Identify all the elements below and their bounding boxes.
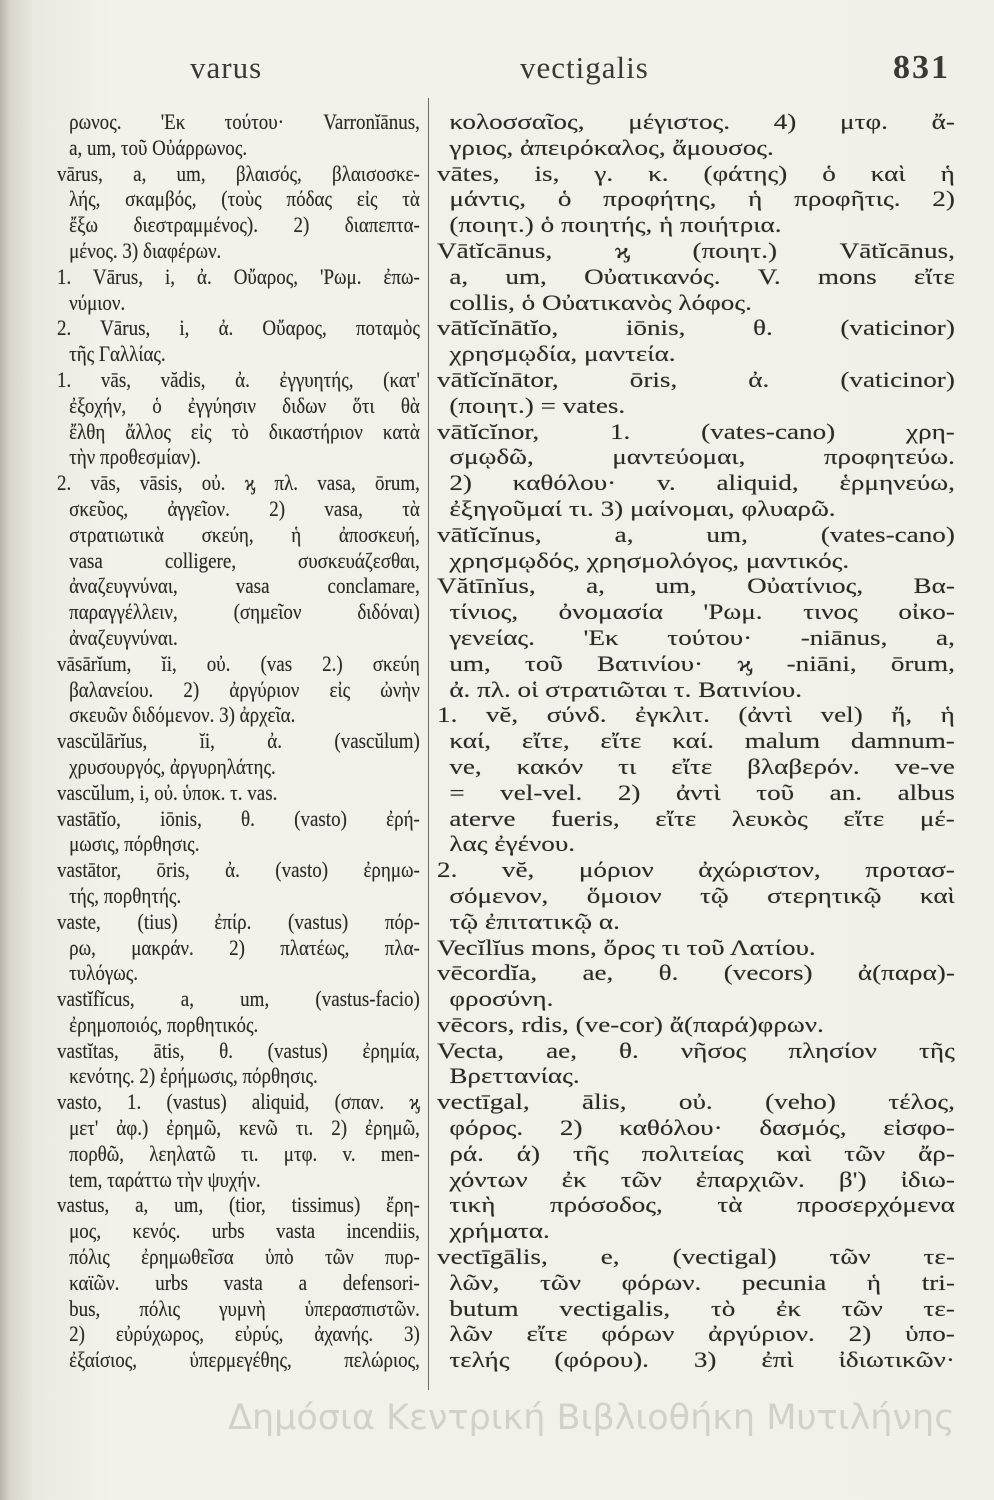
entry-continuation-line: λής, σκαμβός, (τοὺς πόδας εἰς τὰ xyxy=(69,186,420,212)
entry-continuation-line: τὴν προθεσμίαν). xyxy=(69,444,201,470)
entry-continuation-line: ρω, μακράν. 2) πλατέως, πλα- xyxy=(69,934,420,960)
entry-headword-line: vārus, a, um, βλαισός, βλαισοσκε- xyxy=(57,160,420,186)
entry-continuation-line: a, um, τοῦ Οὐάρρωνος. xyxy=(69,134,248,160)
entry-headword-line: Vecta, ae, θ. νῆσος πλησίον τῆς xyxy=(437,1037,955,1063)
entry-headword-line: vectīgālis, e, (vectigal) τῶν τε- xyxy=(437,1244,955,1270)
entry-continuation-line: χρησμῳδός, χρησμολόγος, μαντικός. xyxy=(449,547,850,573)
entry-headword-line: vātĭcĭnor, 1. (vates-cano) χρη- xyxy=(437,418,955,444)
entry-continuation-line: tem, ταράττω τὴν ψυχήν. xyxy=(69,1166,261,1192)
entry-continuation-line: 2) καθόλου· v. aliquid, ἑρμηνεύω, xyxy=(449,470,955,496)
entry-continuation-line: βαλανείου. 2) ἀργύριον εἰς ὠνὴν xyxy=(69,676,420,702)
entry-continuation-line: ἐξηγοῦμαί τι. 3) μαίνομαι, φλυαρῶ. xyxy=(449,495,836,521)
entry-continuation-line: χρήματα. xyxy=(449,1218,550,1244)
entry-continuation-line: ἀναζευγνύναι, vasa conclamare, xyxy=(69,573,420,599)
entry-continuation-line: vasa colligere, συσκευάζεσθαι, xyxy=(69,547,420,573)
entry-continuation-line: τελής (φόρου). 3) ἐπὶ ἰδιωτικῶν· xyxy=(449,1347,955,1373)
entry-continuation-line: (ποιητ.) = vates. xyxy=(449,392,626,418)
entry-continuation-line: κολοσσαῖος, μέγιστος. 4) μτφ. ἄ- xyxy=(449,109,955,134)
entry-continuation-line: τῆς Γαλλίας. xyxy=(69,341,166,367)
entry-continuation-line: μωσις, πόρθησις. xyxy=(69,831,200,857)
entry-headword-line: vastus, a, um, (tior, tissimus) ἔρη- xyxy=(57,1192,420,1218)
entry-continuation-line: φόρος. 2) καθόλου· δασμός, εἰσφο- xyxy=(449,1115,955,1141)
entry-continuation-line: τής, πορθητής. xyxy=(69,882,182,908)
entry-continuation-line: τῷ ἐπιτατικῷ α. xyxy=(449,908,620,934)
entry-continuation-line: κενότης. 2) ἐρήμωσις, πόρθησις. xyxy=(69,1063,318,1089)
entry-headword-line: Vecĭlĭus mons, ὄρος τι τοῦ Λατίου. xyxy=(437,934,816,960)
entry-continuation-line: Βρεττανίας. xyxy=(449,1063,580,1089)
entry-headword-line: 2. Vārus, i, ἀ. Οὔαρος, ποταμὸς xyxy=(57,315,420,341)
entry-continuation-line: σμῳδῶ, μαντεύομαι, προφητεύω. xyxy=(449,444,955,470)
entry-headword-line: vastĭfĭcus, a, um, (vastus-facio) xyxy=(57,986,420,1012)
entry-continuation-line: χρησμῳδία, μαντεία. xyxy=(449,341,676,367)
entry-continuation-line: 2) εὐρύχωρος, εὐρύς, ἀχανής. 3) xyxy=(69,1321,420,1347)
entry-continuation-line: σκεῦος, ἀγγεῖον. 2) vasa, τὰ xyxy=(69,495,420,521)
entry-continuation-line: καϊῶν. urbs vasta a defensori- xyxy=(69,1269,420,1295)
library-watermark: Δημόσια Κεντρική Βιβλιοθήκη Μυτιλήνης xyxy=(228,1398,955,1438)
entry-continuation-line: ἀναζευγνύναι. xyxy=(69,624,178,650)
entry-continuation-line: ve, κακόν τι εἴτε βλαβερόν. ve-ve xyxy=(449,753,955,779)
entry-headword-line: 1. vĕ, σύνδ. ἐγκλιτ. (ἀντὶ vel) ἤ, ἡ xyxy=(437,702,955,728)
entry-continuation-line: λας ἐγένου. xyxy=(449,831,576,857)
entry-continuation-line: butum vectigalis, τὸ ἐκ τῶν τε- xyxy=(449,1295,955,1321)
entry-headword-line: vastātĭo, iōnis, θ. (vasto) ἐρή- xyxy=(57,805,420,831)
entry-headword-line: 2. vĕ, μόριον ἀχώριστον, προτασ- xyxy=(437,857,955,883)
entry-continuation-line: aterve fueris, εἴτε λευκὸς εἴτε μέ- xyxy=(449,805,955,831)
entry-headword-line: Vătīnĭus, a, um, Οὐατίνιος, Βα- xyxy=(437,573,955,599)
entry-headword-line: 2. vās, vāsis, οὐ. ϗ πλ. vasa, ōrum, xyxy=(57,470,420,496)
entry-continuation-line: um, τοῦ Βατινίου· ϗ -niāni, ōrum, xyxy=(449,650,955,676)
entry-continuation-line: λῶν, τῶν φόρων. pecunia ἡ tri- xyxy=(449,1269,955,1295)
entry-continuation-line: μος, κενός. urbs vasta incendiis, xyxy=(69,1218,420,1244)
entry-headword-line: 1. Vārus, i, ἀ. Οὔαρος, 'Ρωμ. ἐπω- xyxy=(57,263,420,289)
entry-continuation-line: μένος. 3) διαφέρων. xyxy=(69,237,222,263)
entry-continuation-line: ρά. ά) τῆς πολιτείας καὶ τῶν ἄρ- xyxy=(449,1140,955,1166)
entry-continuation-line: γριος, ἀπειρόκαλος, ἄμουσος. xyxy=(449,134,774,160)
entry-headword-line: vātĭcĭnātĭo, iōnis, θ. (vaticinor) xyxy=(437,315,955,341)
entry-headword-line: vātĭcĭnātor, ōris, ἀ. (vaticinor) xyxy=(437,366,955,392)
entry-continuation-line: collis, ὁ Οὐατικανὸς λόφος. xyxy=(449,289,752,315)
entry-continuation-line: γενείας. 'Εκ τούτου· -niānus, a, xyxy=(449,624,955,650)
entry-continuation-line: a, um, Οὐατικανός. V. mons εἴτε xyxy=(449,263,955,289)
entry-continuation-line: πορθῶ, λεηλατῶ τι. μτφ. v. men- xyxy=(69,1140,420,1166)
entry-continuation-line: ἔλθη ἄλλος εἰς τὸ δικαστήριον κατὰ xyxy=(69,418,420,444)
entry-continuation-line: χρυσουργός, ἀργυρηλάτης. xyxy=(69,753,276,779)
entry-continuation-line: (ποιητ.) ὁ ποιητής, ἡ ποιήτρια. xyxy=(449,212,782,238)
entry-headword-line: vastātor, ōris, ἀ. (vasto) ἐρημω- xyxy=(57,857,420,883)
entry-headword-line: vectīgal, ālis, οὐ. (veho) τέλος, xyxy=(437,1089,955,1115)
entry-headword-line: vasto, 1. (vastus) aliquid, (σπαν. ϗ xyxy=(57,1089,420,1115)
entry-continuation-line: φροσύνη. xyxy=(449,986,554,1012)
entry-continuation-line: ἐξαίσιος, ὑπερμεγέθης, πελώριος, xyxy=(69,1347,420,1373)
entry-continuation-line: ρωνος. 'Εκ τούτου· Varronĭānus, xyxy=(69,109,420,134)
entry-headword-line: vātes, is, γ. κ. (φάτης) ὁ καὶ ἡ xyxy=(437,160,955,186)
entry-continuation-line: νύμιον. xyxy=(69,289,126,315)
entry-continuation-line: καί, εἴτε, εἴτε καί. malum damnum- xyxy=(449,728,955,754)
entry-continuation-line: bus, πόλις γυμνὴ ὑπερασπιστῶν. xyxy=(69,1295,420,1321)
entry-continuation-line: παραγγέλλειν, (σημεῖον διδόναι) xyxy=(69,599,420,625)
entry-headword-line: vastĭtas, ātis, θ. (vastus) ἐρημία, xyxy=(57,1037,420,1063)
running-head-right: vectigalis xyxy=(520,50,649,85)
entry-continuation-line: μάντις, ὁ προφήτης, ἡ προφῆτις. 2) xyxy=(449,186,955,212)
entry-continuation-line: μετ' ἀφ.) ἐρημῶ, κενῶ τι. 2) ἐρημῶ, xyxy=(69,1115,420,1141)
entry-continuation-line: σόμενον, ὅμοιον τῷ στερητικῷ καὶ xyxy=(449,882,955,908)
entry-headword-line: vēcors, rdis, (ve-cor) ἄ(παρά)φρων. xyxy=(437,1011,824,1037)
entry-headword-line: vāsārĭum, ĭi, οὐ. (vas 2.) σκεύη xyxy=(57,650,420,676)
entry-continuation-line: χόντων ἐκ τῶν ἐπαρχιῶν. β') ἰδιω- xyxy=(449,1166,955,1192)
page-number: 831 xyxy=(893,49,950,86)
entry-continuation-line: τυλόγως. xyxy=(69,960,139,986)
entry-continuation-line: = vel-vel. 2) ἀντὶ τοῦ an. albus xyxy=(449,779,955,805)
entry-continuation-line: ἔξω διεστραμμένος). 2) διαπεπτα- xyxy=(69,212,420,238)
running-head-left: varus xyxy=(190,50,263,85)
entry-headword-line: vaste, (tius) ἐπίρ. (vastus) πόρ- xyxy=(57,908,420,934)
entry-headword-line: vēcordĭa, ae, θ. (vecors) ἀ(παρα)- xyxy=(437,960,955,986)
entry-continuation-line: ἀ. πλ. οἱ στρατιῶται τ. Βατινίου. xyxy=(449,676,802,702)
entry-continuation-line: στρατιωτικὰ σκεύη, ἡ ἀποσκευή, xyxy=(69,521,420,547)
entry-headword-line: vascŭlum, i, οὐ. ὑποκ. τ. vas. xyxy=(57,779,278,805)
entry-continuation-line: ἐρημοποιός, πορθητικός. xyxy=(69,1011,259,1037)
entry-continuation-line: πόλις ἐρημωθεῖσα ὑπὸ τῶν πυρ- xyxy=(69,1244,420,1270)
entry-headword-line: vascŭlārĭus, ĭi, ἀ. (vascŭlum) xyxy=(57,728,420,754)
entry-continuation-line: λῶν εἴτε φόρων ἀργύριον. 2) ὑπο- xyxy=(449,1321,955,1347)
entry-continuation-line: ἐξοχήν, ὁ ἐγγύησιν διδων ὅτι θὰ xyxy=(69,392,420,418)
right-column xyxy=(437,109,955,1373)
entry-continuation-line: σκευῶν διδόμενον. 3) ἀρχεῖα. xyxy=(69,702,296,728)
column-divider xyxy=(428,98,429,1390)
left-column xyxy=(57,109,420,1373)
entry-headword-line: 1. vās, vădis, ἀ. ἐγγυητής, (κατ' xyxy=(57,366,420,392)
entry-continuation-line: τικὴ πρόσοδος, τὰ προσερχόμενα xyxy=(449,1192,955,1218)
entry-headword-line: vātĭcĭnus, a, um, (vates-cano) xyxy=(437,521,955,547)
entry-headword-line: Vātĭcānus, ϗ (ποιητ.) Vātĭcānus, xyxy=(437,237,955,263)
entry-continuation-line: τίνιος, ὀνομασία 'Ρωμ. τινος οἰκο- xyxy=(449,599,955,625)
